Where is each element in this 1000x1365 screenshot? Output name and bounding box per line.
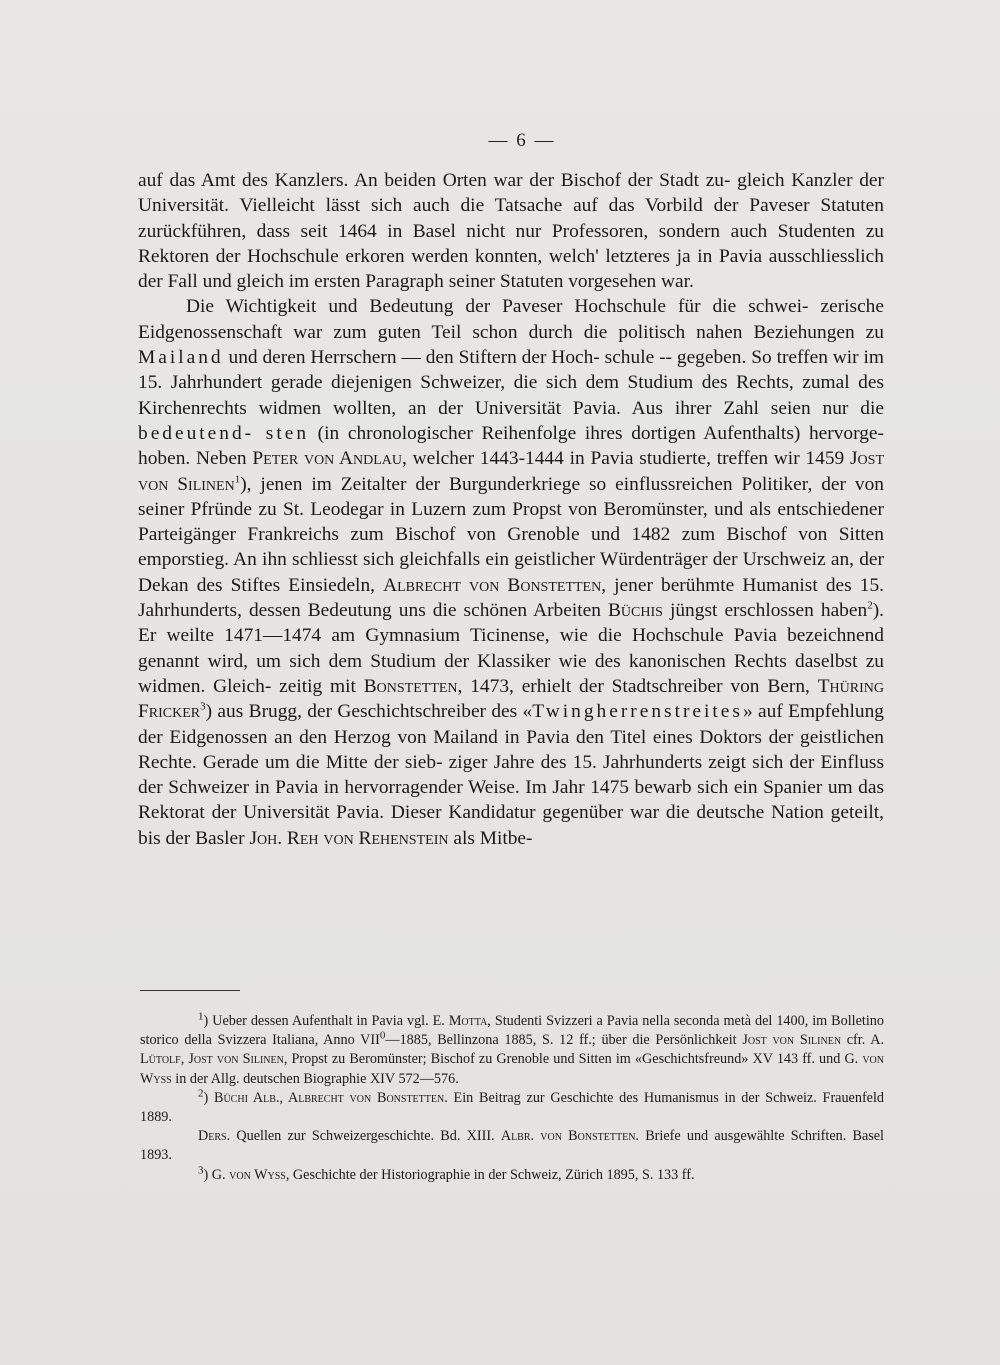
main-text <box>138 168 884 851</box>
text-segment: . Briefe und ausgewählte Schriften. Basel 1893. <box>140 1128 885 1164</box>
paragraph-1: auf das Amt des Kanzlers. An beiden Orten war der Bischof der Stadt zu- gleich Kanzler der Universität. Vielleicht lässt sich auch die Tatsache auf das Vorbild der Paveser Statuten zurückführen, dass seit 1464 in Basel nicht nur Professoren, sondern auch Studenten zu Rektoren der Hochschule erkoren werden konnten, welch' letzteres ja in Pavia ausschliesslich der Fall und gleich im ersten Paragraph seiner Statuten vorgesehen war. <box>138 170 884 293</box>
footnotes <box>140 1012 884 1185</box>
page-number: — 6 — <box>488 130 556 151</box>
name-joh-reh-von-rehenstein: Joh. Reh von Rehenstein <box>249 827 449 849</box>
footnote-2-continuation <box>140 1127 884 1165</box>
text-segment: . Ein Beitrag zur Geschichte des Humanismus in der Schweiz. Frauenfeld 1889. <box>140 1089 885 1126</box>
text-segment: , Geschichte der Historiographie in der Schweiz, Zürich 1895, S. 133 ff. <box>285 1166 695 1183</box>
name-peter-von-andlau: Peter von Andlau <box>252 448 403 470</box>
text-segment: cfr. A. <box>841 1032 884 1049</box>
text-segment: und deren Herrschern — den Stiftern der Hoch- schule -- gegeben. So treffen wir im 15. Jahrhundert gerade diejenigen Schweizer, die sich dem Studium des Rechts, zumal des Kirchenrechts widmen wollten, an der Universität Pavia. Aus ihrer Zahl seien nur die <box>138 347 884 419</box>
text-segment: —1885, Bellinzona 1885, S. 12 ff.; über die Persönlichkeit <box>385 1032 743 1049</box>
text-segment: ) aus Brugg, der Geschichtschreiber des « <box>205 701 533 723</box>
name-g-von-wyss: G. von Wyss <box>211 1166 286 1183</box>
text-segment: (in chronologischer Reihenfolge ihres dortigen Aufenthalts) hervorge- hoben. Neben <box>138 422 884 470</box>
text-segment: , jener berühmte Humanist des 15. Jahrhunderts, dessen Bedeutung uns die schönen Arbeiten <box>138 574 885 622</box>
footnote-ref-1: 1 <box>234 473 241 486</box>
name-buchi: Büchi Alb., Albrecht von Bonstetten <box>214 1089 445 1106</box>
footnote-ref-2: 2 <box>867 599 873 612</box>
text-segment: ) <box>203 1089 214 1106</box>
name-jost-von-silinen: Jost von Silinen <box>138 448 884 495</box>
text-segment: Quellen zur Schweizergeschichte. Bd. XIII. <box>230 1128 501 1145</box>
text-segment: ), jenen im Zeitalter der Burgunderkriege so einflussreichen Politiker, der von seiner Pfründe zu St. Leodegar in Luzern zum Propst von Beromünster, und als entschiedener Parteigänger Frankreichs zum Bischof von Grenoble und 1482 zum Bischof von Sitten emporstieg. An ihn schliesst sich gleichfalls ein geistlicher Würdenträger der Urschweiz an, der Dekan des Stiftes Einsiedeln, <box>138 473 884 596</box>
text-segment: Die Wichtigkeit und Bedeutung der Paveser Hochschule für die schwei- zerische Eidgenossenschaft war zum guten Teil schon durch die politisch nahen Beziehungen zu <box>138 296 884 343</box>
spaced-text-twingherrenstreites: Twingherrenstreites <box>532 701 743 723</box>
name-albrecht-von-bonstetten: Albrecht von Bonstetten <box>383 574 602 596</box>
name-motta: Motta <box>448 1013 488 1029</box>
text-segment: als Mitbe- <box>448 827 533 849</box>
footnote-mark-3: 3 <box>198 1163 204 1176</box>
paragraph-2 <box>138 294 884 851</box>
footnote-separator <box>140 990 240 991</box>
superscript: 0 <box>379 1029 386 1042</box>
name-lutolf: Lütolf, Jost von Silinen <box>140 1051 284 1068</box>
text-segment: , Propst zu Beromünster; Bischof zu Grenoble und Sitten im «Geschichtsfreund» XV 143 ff. und <box>283 1051 845 1068</box>
footnote-mark-1: 1 <box>198 1010 204 1023</box>
text-segment: , Studenti Svizzeri a Pavia nella seconda metà del 1400, im Bolletino storico della Svizzera Italiana, Anno VII <box>140 1013 884 1049</box>
text-segment: » auf Empfehlung der Eidgenossen an den Herzog von Mailand in Pavia den Titel eines Doktors der geistlichen Rechte. Gerade um die Mitte der sieb- ziger Jahre des 15. Jahrhunderts zeigt sich der Einfluss der Schweizer in Pavia in hervorragender Weise. Im Jahr 1475 bewarb sich ein Spanier um das Rektorat der Universität Pavia. Dieser Kandidatur gegenüber war die deutsche Nation geteilt, bis der Basler <box>138 701 884 849</box>
name-bonstetten: Bonstetten <box>363 675 458 697</box>
text-segment: ) Ueber dessen Aufenthalt in Pavia vgl. E. <box>203 1013 449 1029</box>
name-ders: Ders. <box>198 1128 231 1145</box>
name-buchis: Büchis <box>607 600 663 622</box>
name-albr-von-bonstetten: Albr. von Bonstetten <box>500 1128 636 1145</box>
name-jost-von-silinen: Jost von Silinen <box>742 1032 842 1049</box>
text-segment: , welcher 1443-1444 in Pavia studierte, treffen wir 1459 <box>402 448 850 470</box>
spaced-text-bedeutendsten: bedeutend- sten <box>138 422 310 444</box>
footnote-2 <box>140 1089 884 1127</box>
text-segment: jüngst erschlossen haben <box>662 600 868 622</box>
name-thuring-fricker: Thüring Fricker <box>138 675 884 723</box>
footnote-1 <box>140 1012 884 1089</box>
text-segment: ) <box>203 1166 212 1183</box>
footnote-3 <box>140 1163 884 1185</box>
footnote-mark-2: 2 <box>198 1087 204 1100</box>
footnote-ref-3: 3 <box>200 700 206 713</box>
text-segment: in der Allg. deutschen Biographie XIV 572—576. <box>171 1070 459 1087</box>
spaced-text-mailand: Mailand <box>138 347 224 369</box>
name-g-von-wyss: G. von Wyss <box>140 1051 884 1087</box>
text-segment: , 1473, erhielt der Stadtschreiber von Bern, <box>457 675 818 697</box>
text-segment: ). Er weilte 1471—1474 am Gymnasium Ticinense, wie die Hochschule Pavia bezeichnend genannt wird, um sich dem Studium der Klassiker wie des kanonischen Rechts daselbst zu widmen. Gleich- zeitig mit <box>138 600 884 697</box>
